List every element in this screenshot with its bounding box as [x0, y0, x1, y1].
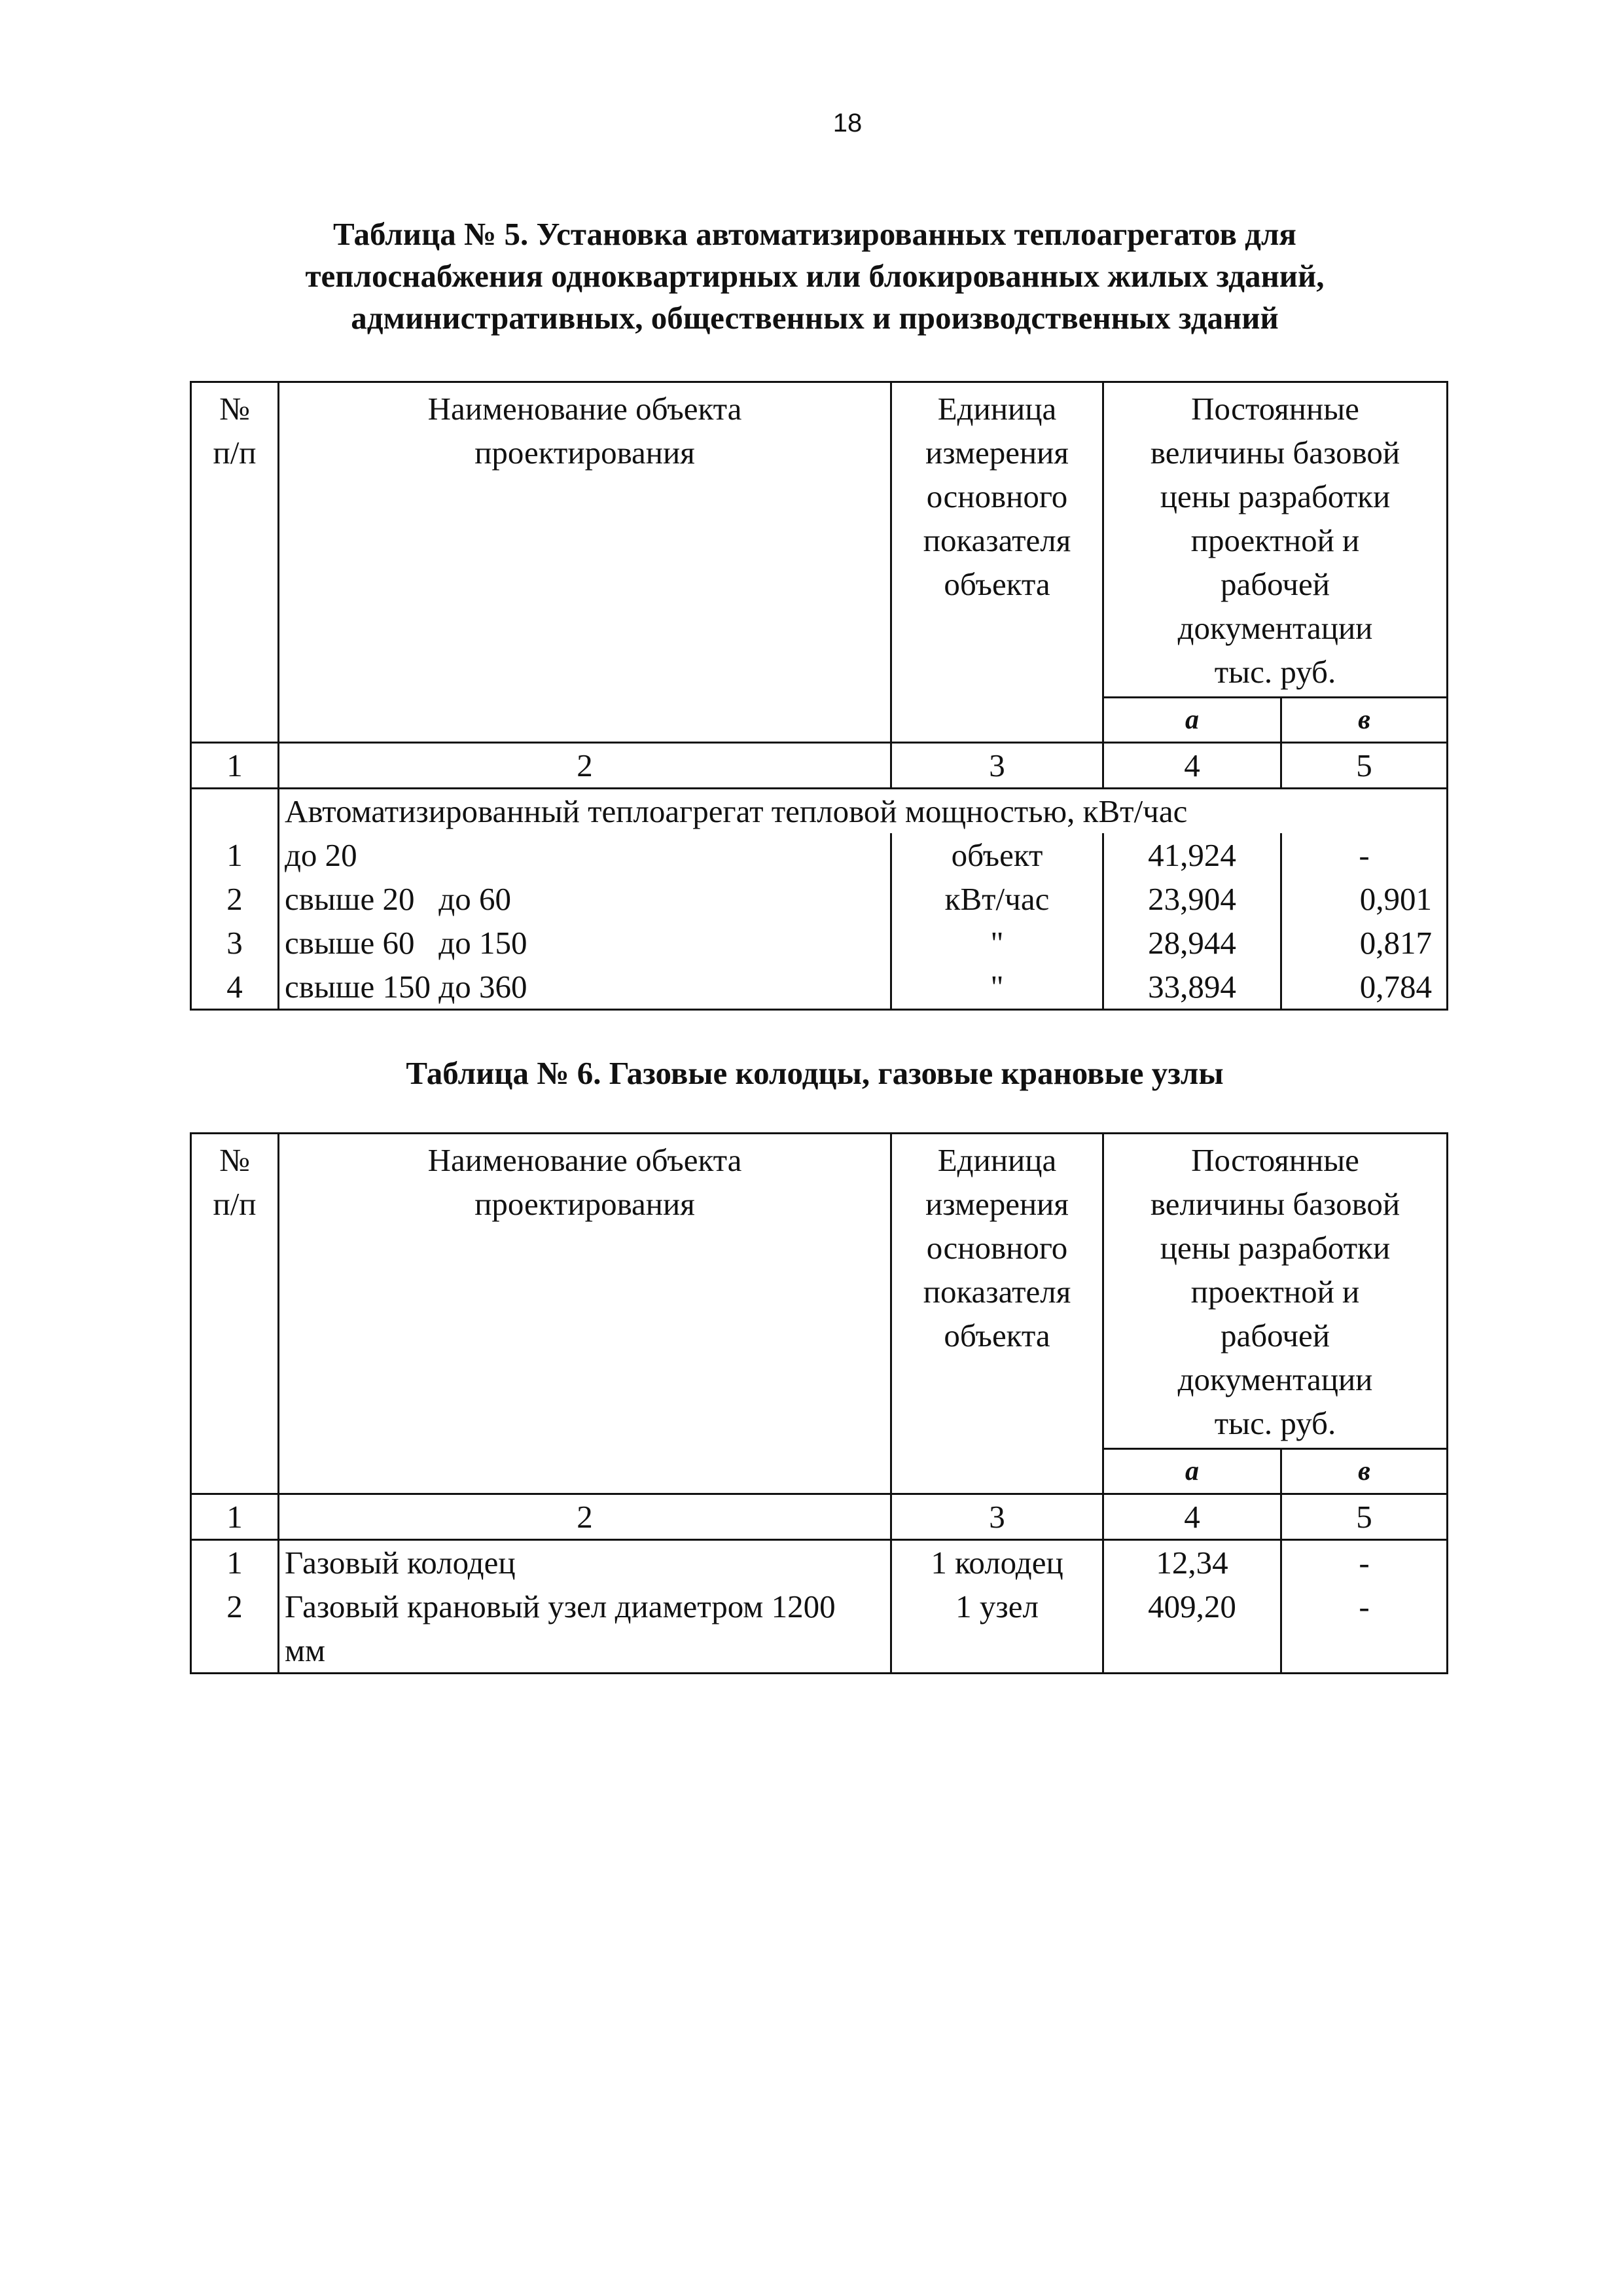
header-unit-line: измерения [925, 1186, 1069, 1222]
header-unit-cell [891, 1134, 1103, 1494]
header-price-line: документации [1177, 1361, 1373, 1397]
column-number: 1 [191, 1494, 279, 1540]
row-number: 4 [191, 965, 279, 1010]
group-number-cell [191, 789, 279, 834]
row-unit: кВт/час [891, 877, 1103, 921]
row-value-a: 28,944 [1103, 921, 1281, 965]
header-number-cell [191, 382, 279, 743]
row-name: свыше 60 до 150 [279, 921, 891, 965]
column-number: 3 [891, 743, 1103, 789]
column-number: 2 [279, 743, 891, 789]
header-sub-a: а [1103, 698, 1281, 743]
header-number-line: № [219, 391, 250, 427]
header-price-line: величины базовой [1150, 1186, 1400, 1222]
row-number: 1 [191, 1540, 279, 1585]
row-unit: 1 узел [891, 1585, 1103, 1674]
header-number-line: № [219, 1142, 250, 1178]
row-value-b: - [1281, 1585, 1448, 1674]
row-number: 2 [191, 1585, 279, 1674]
header-unit-cell [891, 382, 1103, 743]
row-value-b: 0,784 [1281, 965, 1448, 1010]
row-name: свыше 20 до 60 [279, 877, 891, 921]
column-number: 4 [1103, 743, 1281, 789]
table-6 [190, 1132, 1448, 1674]
header-price-line: Постоянные [1191, 1142, 1359, 1178]
header-price-line: цены разработки [1160, 478, 1391, 514]
row-number: 2 [191, 877, 279, 921]
header-price-line: рабочей [1220, 566, 1330, 602]
header-sub-b: в [1281, 1449, 1448, 1494]
header-price-line: величины базовой [1150, 435, 1400, 471]
header-unit-line: Единица [937, 1142, 1057, 1178]
row-number: 3 [191, 921, 279, 965]
column-number: 3 [891, 1494, 1103, 1540]
row-value-b: 0,817 [1281, 921, 1448, 965]
header-name-line: Наименование объекта [427, 1142, 742, 1178]
row-value-a: 409,20 [1103, 1585, 1281, 1674]
row-name: свыше 150 до 360 [279, 965, 891, 1010]
row-number: 1 [191, 833, 279, 877]
header-number-cell [191, 1134, 279, 1494]
header-unit-line: основного [926, 478, 1068, 514]
table-5-title-line: теплоснабжения одноквартирных или блокированных жилых зданий, [305, 258, 1325, 294]
table-5-title [183, 213, 1446, 339]
page-number: 18 [832, 109, 863, 137]
row-name: Газовый колодец [279, 1540, 891, 1585]
table-5-title-line: административных, общественных и производственных зданий [351, 300, 1279, 336]
header-name-line: Наименование объекта [427, 391, 742, 427]
table-6-title: Таблица № 6. Газовые колодцы, газовые крановые узлы [406, 1055, 1224, 1091]
table-row [191, 1540, 1448, 1585]
table-5-title-line: Таблица № 5. Установка автоматизированных теплоагрегатов для [333, 216, 1296, 252]
header-name-cell [279, 382, 891, 743]
header-price-line: Постоянные [1191, 391, 1359, 427]
table-row [191, 921, 1448, 965]
header-unit-line: измерения [925, 435, 1069, 471]
row-value-a: 12,34 [1103, 1540, 1281, 1585]
group-label: Автоматизированный теплоагрегат тепловой мощностью, кВт/час [279, 789, 1448, 834]
header-price-cell [1103, 1134, 1448, 1449]
header-price-line: рабочей [1220, 1318, 1330, 1354]
row-value-b: 0,901 [1281, 877, 1448, 921]
row-value-a: 33,894 [1103, 965, 1281, 1010]
header-unit-line: объекта [944, 1318, 1050, 1354]
header-sub-a: а [1103, 1449, 1281, 1494]
table-5 [190, 381, 1448, 1011]
header-price-line: цены разработки [1160, 1230, 1391, 1266]
header-name-line: проектирования [474, 1186, 695, 1222]
header-price-line: тыс. руб. [1214, 654, 1336, 690]
header-name-line: проектирования [474, 435, 695, 471]
table-row [191, 1585, 1448, 1674]
header-number-line: п/п [213, 1186, 257, 1222]
table-row [191, 877, 1448, 921]
row-unit: объект [891, 833, 1103, 877]
header-price-line: документации [1177, 610, 1373, 646]
column-number: 1 [191, 743, 279, 789]
row-value-b: - [1281, 833, 1448, 877]
header-price-line: тыс. руб. [1214, 1405, 1336, 1441]
header-price-line: проектной и [1190, 522, 1360, 558]
header-unit-line: основного [926, 1230, 1068, 1266]
header-unit-line: Единица [937, 391, 1057, 427]
header-number-line: п/п [213, 435, 257, 471]
header-sub-b: в [1281, 698, 1448, 743]
row-name: Газовый крановый узел диаметром 1200 мм [279, 1585, 891, 1674]
header-name-cell [279, 1134, 891, 1494]
column-number: 5 [1281, 743, 1448, 789]
row-unit: " [891, 965, 1103, 1010]
row-unit: 1 колодец [891, 1540, 1103, 1585]
table-row [191, 965, 1448, 1010]
row-value-b: - [1281, 1540, 1448, 1585]
column-number: 4 [1103, 1494, 1281, 1540]
header-unit-line: показателя [923, 1274, 1071, 1310]
header-unit-line: объекта [944, 566, 1050, 602]
header-unit-line: показателя [923, 522, 1071, 558]
column-number: 2 [279, 1494, 891, 1540]
row-value-a: 41,924 [1103, 833, 1281, 877]
row-name: до 20 [279, 833, 891, 877]
header-price-line: проектной и [1190, 1274, 1360, 1310]
column-number: 5 [1281, 1494, 1448, 1540]
table-row [191, 833, 1448, 877]
row-value-a: 23,904 [1103, 877, 1281, 921]
header-price-cell [1103, 382, 1448, 698]
row-unit: " [891, 921, 1103, 965]
